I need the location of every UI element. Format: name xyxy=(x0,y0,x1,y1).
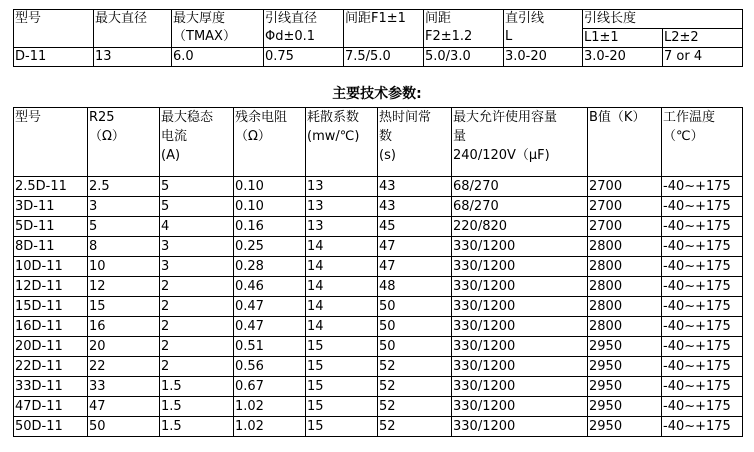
dim-cell: 0.75 xyxy=(264,48,344,67)
spec-header-max-current: 最大稳态 电流 (A) xyxy=(160,108,234,177)
table-cell: 48 xyxy=(378,277,452,297)
table-cell: -40~+175 xyxy=(662,177,743,197)
table-cell: 0.47 xyxy=(234,317,306,337)
dim-header-model: 型号 xyxy=(14,10,94,48)
dim-cell: 7 or 4 xyxy=(663,48,743,67)
table-cell: 10D-11 xyxy=(14,257,88,277)
spec-header-temperature: 工作温度 （℃） xyxy=(662,108,743,177)
table-cell: 16D-11 xyxy=(14,317,88,337)
table-cell: 13 xyxy=(306,217,378,237)
table-cell: -40~+175 xyxy=(662,297,743,317)
table-cell: 3 xyxy=(88,197,160,217)
table-cell: 2 xyxy=(160,317,234,337)
table-cell: 3 xyxy=(160,257,234,277)
table-cell: -40~+175 xyxy=(662,317,743,337)
table-cell: 15 xyxy=(306,357,378,377)
table-cell: 2950 xyxy=(588,357,662,377)
table-row xyxy=(14,217,743,237)
table-cell: 1.5 xyxy=(160,417,234,437)
dim-header-max-diameter: 最大直径 xyxy=(94,10,172,48)
dim-cell: D-11 xyxy=(14,48,94,67)
table-cell: 3 xyxy=(160,237,234,257)
table-cell: 1.5 xyxy=(160,377,234,397)
dim-header-l1: L1±1 xyxy=(583,29,663,48)
table-cell: -40~+175 xyxy=(662,277,743,297)
table-cell: 13 xyxy=(306,177,378,197)
table-cell: 5 xyxy=(88,217,160,237)
dim-header-max-thickness: 最大厚度 （TMAX） xyxy=(172,10,264,48)
table-row xyxy=(14,357,743,377)
dim-header-l2: L2±2 xyxy=(663,29,743,48)
table-cell: 330/1200 xyxy=(452,317,588,337)
table-cell: 330/1200 xyxy=(452,417,588,437)
table-cell: 0.56 xyxy=(234,357,306,377)
dim-header-lead-diameter: 引线直径 Φd±0.1 xyxy=(264,10,344,48)
table-cell: 220/820 xyxy=(452,217,588,237)
table-cell: 15 xyxy=(306,417,378,437)
table-cell: 15 xyxy=(306,397,378,417)
spec-header-model: 型号 xyxy=(14,108,88,177)
table-cell: 14 xyxy=(306,277,378,297)
table-cell: 13 xyxy=(306,197,378,217)
table-cell: 2.5 xyxy=(88,177,160,197)
table-cell: 52 xyxy=(378,357,452,377)
table-cell: -40~+175 xyxy=(662,357,743,377)
table-cell: 2800 xyxy=(588,297,662,317)
table-cell: 52 xyxy=(378,377,452,397)
spec-header-max-capacitance: 最大允许使用容量 量 240/120V（μF) xyxy=(452,108,588,177)
table-row xyxy=(14,257,743,277)
table-cell: 1.02 xyxy=(234,397,306,417)
table-cell: 47 xyxy=(378,257,452,277)
table-cell: 33 xyxy=(88,377,160,397)
dim-cell: 13 xyxy=(94,48,172,67)
table-cell: 1.02 xyxy=(234,417,306,437)
table-cell: 0.25 xyxy=(234,237,306,257)
dim-header-straight-lead: 直引线 L xyxy=(504,10,583,48)
table-cell: 14 xyxy=(306,317,378,337)
table-cell: 14 xyxy=(306,237,378,257)
table-cell: 12 xyxy=(88,277,160,297)
table-cell: 15 xyxy=(306,377,378,397)
table-cell: 330/1200 xyxy=(452,357,588,377)
dim-header-pitch-f1: 间距F1±1 xyxy=(344,10,424,48)
table-cell: 0.47 xyxy=(234,297,306,317)
table-cell: 33D-11 xyxy=(14,377,88,397)
table-cell: 0.67 xyxy=(234,377,306,397)
table-cell: 68/270 xyxy=(452,177,588,197)
spec-header-thermal-time: 热时间常 数 (s) xyxy=(378,108,452,177)
dim-cell: 7.5/5.0 xyxy=(344,48,424,67)
table-cell: 2800 xyxy=(588,237,662,257)
table-cell: 20 xyxy=(88,337,160,357)
table-row xyxy=(14,377,743,397)
table-row xyxy=(14,277,743,297)
table-cell: -40~+175 xyxy=(662,397,743,417)
table-cell: 2.5D-11 xyxy=(14,177,88,197)
table-cell: 47 xyxy=(378,237,452,257)
table-cell: 2 xyxy=(160,337,234,357)
dim-header-lead-length: 引线长度 xyxy=(583,10,743,29)
table-cell: 20D-11 xyxy=(14,337,88,357)
table-cell: 2800 xyxy=(588,317,662,337)
table-cell: 15 xyxy=(88,297,160,317)
dim-cell: 3.0-20 xyxy=(583,48,663,67)
table-cell: 5D-11 xyxy=(14,217,88,237)
table-row xyxy=(14,317,743,337)
table-cell: 330/1200 xyxy=(452,257,588,277)
table-cell: 4 xyxy=(160,217,234,237)
dim-header-pitch-f2: 间距 F2±1.2 xyxy=(424,10,504,48)
table-cell: 3D-11 xyxy=(14,197,88,217)
table-row xyxy=(14,397,743,417)
table-row xyxy=(14,237,743,257)
spec-header-dissipation: 耗散系数 (mw/℃) xyxy=(306,108,378,177)
table-cell: 2 xyxy=(160,277,234,297)
table-cell: 2950 xyxy=(588,337,662,357)
table-cell: -40~+175 xyxy=(662,377,743,397)
table-cell: 330/1200 xyxy=(452,397,588,417)
table-cell: 1.5 xyxy=(160,397,234,417)
table-cell: 0.28 xyxy=(234,257,306,277)
table-cell: 330/1200 xyxy=(452,377,588,397)
table-cell: 0.10 xyxy=(234,197,306,217)
table-row xyxy=(14,417,743,437)
table-cell: 5 xyxy=(160,177,234,197)
table-cell: -40~+175 xyxy=(662,197,743,217)
table-cell: 50 xyxy=(378,337,452,357)
table-cell: 2 xyxy=(160,297,234,317)
table-cell: 50 xyxy=(378,317,452,337)
table-row xyxy=(14,337,743,357)
table-cell: 15 xyxy=(306,337,378,357)
table-cell: 68/270 xyxy=(452,197,588,217)
dim-cell: 5.0/3.0 xyxy=(424,48,504,67)
table-cell: 14 xyxy=(306,257,378,277)
table-row xyxy=(14,197,743,217)
table-cell: 8D-11 xyxy=(14,237,88,257)
dimensions-table xyxy=(13,9,743,67)
table-cell: 14 xyxy=(306,297,378,317)
table-cell: -40~+175 xyxy=(662,417,743,437)
table-cell: 45 xyxy=(378,217,452,237)
table-cell: 2800 xyxy=(588,257,662,277)
table-cell: 5 xyxy=(160,197,234,217)
table-cell: -40~+175 xyxy=(662,337,743,357)
section-title: 主要技术参数: xyxy=(332,86,422,102)
table-cell: 0.46 xyxy=(234,277,306,297)
table-cell: 330/1200 xyxy=(452,337,588,357)
table-cell: 0.51 xyxy=(234,337,306,357)
table-row xyxy=(14,297,743,317)
table-cell: 2950 xyxy=(588,377,662,397)
table-cell: 2700 xyxy=(588,177,662,197)
table-cell: 43 xyxy=(378,177,452,197)
table-cell: -40~+175 xyxy=(662,257,743,277)
spec-header-b-value: B值（K） xyxy=(588,108,662,177)
spec-header-residual-resistance: 残余电阻 （Ω） xyxy=(234,108,306,177)
table-cell: 50 xyxy=(378,297,452,317)
table-row xyxy=(14,177,743,197)
table-cell: 47 xyxy=(88,397,160,417)
table-cell: 330/1200 xyxy=(452,297,588,317)
table-cell: 12D-11 xyxy=(14,277,88,297)
table-cell: 50D-11 xyxy=(14,417,88,437)
table-cell: 50 xyxy=(88,417,160,437)
table-cell: 47D-11 xyxy=(14,397,88,417)
table-cell: -40~+175 xyxy=(662,217,743,237)
specifications-table xyxy=(13,107,743,437)
table-cell: 52 xyxy=(378,397,452,417)
table-cell: 22 xyxy=(88,357,160,377)
dim-cell: 3.0-20 xyxy=(504,48,583,67)
table-cell: 330/1200 xyxy=(452,237,588,257)
table-cell: 2 xyxy=(160,357,234,377)
table-cell: 43 xyxy=(378,197,452,217)
table-cell: 15D-11 xyxy=(14,297,88,317)
table-cell: 0.16 xyxy=(234,217,306,237)
table-cell: 0.10 xyxy=(234,177,306,197)
spec-header-r25: R25 （Ω） xyxy=(88,108,160,177)
table-cell: 22D-11 xyxy=(14,357,88,377)
table-cell: 2700 xyxy=(588,217,662,237)
table-cell: 8 xyxy=(88,237,160,257)
table-cell: 10 xyxy=(88,257,160,277)
dim-cell: 6.0 xyxy=(172,48,264,67)
table-cell: 16 xyxy=(88,317,160,337)
spec-header-row xyxy=(14,108,743,177)
table-cell: 330/1200 xyxy=(452,277,588,297)
table-cell: 2950 xyxy=(588,397,662,417)
table-cell: 2700 xyxy=(588,197,662,217)
table-cell: 52 xyxy=(378,417,452,437)
table-cell: 2950 xyxy=(588,417,662,437)
table-cell: -40~+175 xyxy=(662,237,743,257)
table-cell: 2800 xyxy=(588,277,662,297)
